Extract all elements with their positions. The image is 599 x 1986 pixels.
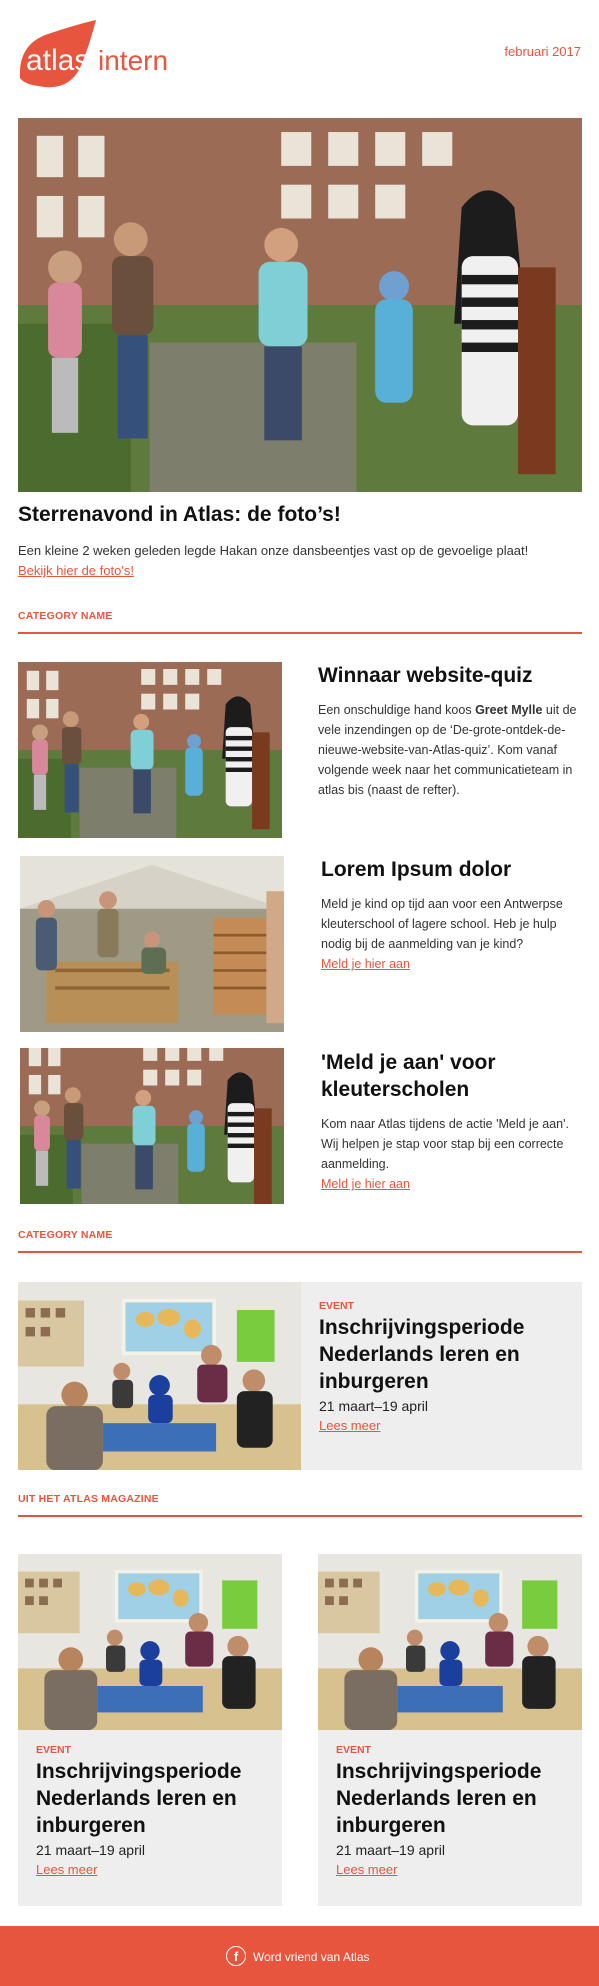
winner-name: Greet Mylle: [475, 703, 543, 717]
event-link[interactable]: Lees meer: [319, 1418, 381, 1433]
magazine-image: [318, 1554, 582, 1730]
facebook-icon[interactable]: f: [226, 1946, 246, 1966]
article-title-lorem[interactable]: Lorem Ipsum dolor: [321, 858, 512, 881]
article-image-workshop[interactable]: [20, 856, 284, 1032]
event-dates: 21 maart–19 april: [336, 1842, 445, 1858]
category-label: CATEGORY NAME: [18, 610, 113, 622]
logo-word-atlas: atlas: [26, 44, 90, 77]
atlas-intern-logo[interactable]: [18, 20, 178, 88]
article-image-quiz[interactable]: [18, 662, 282, 838]
article-title-quiz[interactable]: Winnaar website-quiz: [318, 664, 533, 687]
event-link[interactable]: Lees meer: [336, 1862, 398, 1877]
hero-title[interactable]: Sterrenavond in Atlas: de foto’s!: [18, 503, 341, 526]
magazine-image: [18, 1554, 282, 1730]
event-tag: EVENT: [36, 1744, 72, 1756]
article-link-lorem[interactable]: Meld je hier aan: [321, 957, 410, 971]
magazine-card-2[interactable]: [318, 1554, 582, 1906]
category-divider: [18, 1251, 582, 1253]
event-dates: 21 maart–19 april: [36, 1842, 145, 1858]
hero-description: Een kleine 2 weken geleden legde Hakan onze dansbeentjes vast op de gevoelige plaat!: [18, 543, 529, 558]
issue-date: februari 2017: [504, 44, 581, 59]
logo-word-intern: intern: [98, 45, 169, 76]
category-divider: [18, 632, 582, 634]
event-tag: EVENT: [319, 1300, 355, 1312]
article-title-meld[interactable]: 'Meld je aan' voor kleuterscholen: [321, 1051, 496, 1101]
event-dates: 21 maart–19 april: [319, 1398, 428, 1414]
category-divider: [18, 1515, 582, 1517]
hero-photo[interactable]: [18, 118, 582, 492]
article-text-meld: Kom naar Atlas tijdens de actie 'Meld je aan'. Wij helpen je stap voor stap bij een correcte aanmelding. Meld je hier aan: [321, 1117, 569, 1191]
hero-link[interactable]: Bekijk hier de foto's!: [18, 563, 134, 578]
event-link[interactable]: Lees meer: [36, 1862, 98, 1877]
facebook-link[interactable]: Word vriend van Atlas: [253, 1950, 370, 1964]
magazine-card-1[interactable]: [18, 1554, 282, 1906]
footer: [0, 1926, 599, 1986]
event-title[interactable]: Inschrijvingsperiode Nederlands leren en inburgeren: [319, 1316, 525, 1393]
event-tag: EVENT: [336, 1744, 372, 1756]
article-text-lorem: Meld je kind op tijd aan voor een Antwerpse kleuterschool of lagere school. Heb je hulp nodig bij de aanmelding van je kind? Meld je hier aan: [321, 897, 563, 971]
article-link-meld[interactable]: Meld je hier aan: [321, 1177, 410, 1191]
event-image: [18, 1282, 301, 1470]
event-title[interactable]: Inschrijvingsperiode Nederlands leren en inburgeren: [336, 1760, 542, 1837]
event-card-featured[interactable]: [18, 1282, 582, 1470]
event-title[interactable]: Inschrijvingsperiode Nederlands leren en inburgeren: [36, 1760, 242, 1837]
article-image-meld[interactable]: [20, 1048, 284, 1204]
hero-text: [18, 541, 583, 581]
category-label: CATEGORY NAME: [18, 1229, 113, 1241]
article-text-quiz: Een onschuldige hand koos Greet Mylle uit de vele inzendingen op de ‘De-grote-ontdek-de-nieuwe-website-van-Atlas-quiz’. Kom vanaf volgende week naar het communicatieteam in atlas bis (naast de refter).: [318, 703, 577, 797]
category-label: UIT HET ATLAS MAGAZINE: [18, 1493, 159, 1505]
